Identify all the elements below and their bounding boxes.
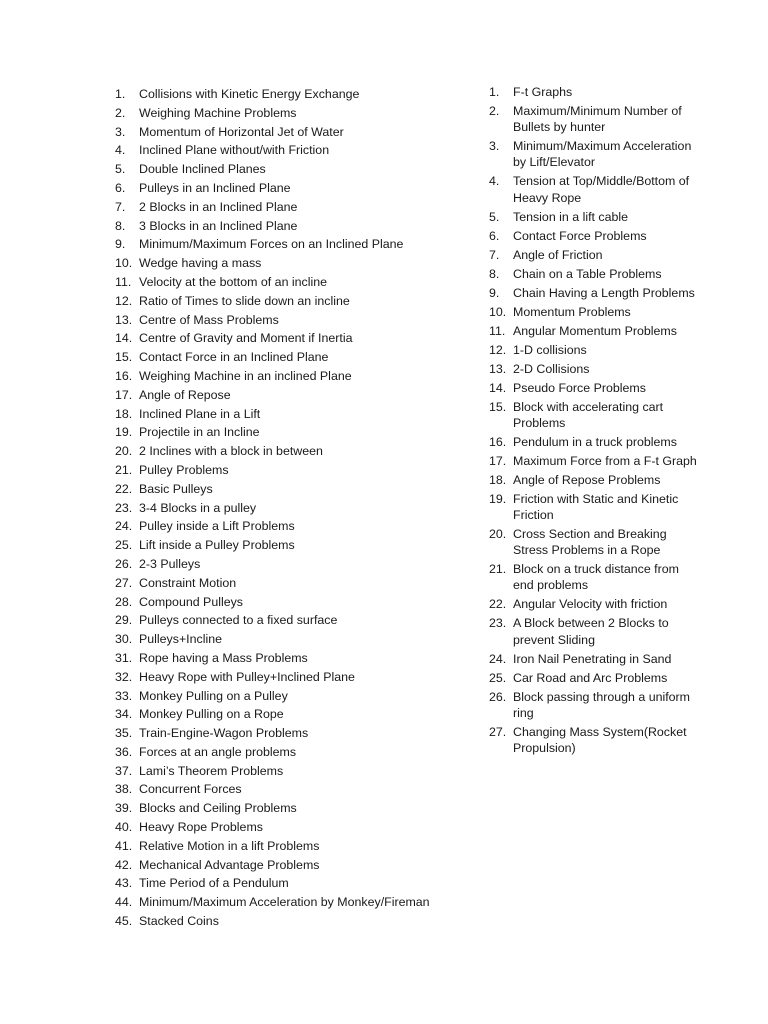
list-item-number: 12. [489, 342, 507, 357]
list-item-number: 27. [489, 724, 507, 739]
list-item [115, 894, 475, 910]
list-item-number: 9. [489, 285, 500, 300]
list-item [489, 285, 699, 301]
list-item-number: 29. [115, 613, 133, 628]
list-item [115, 330, 475, 346]
list-item-number: 11. [489, 323, 506, 338]
list-item-number: 27. [115, 575, 133, 590]
list-item [115, 800, 475, 816]
list-item [115, 688, 475, 704]
list-item-text: Block passing through a uniform ring [513, 689, 691, 720]
list-item-number: 24. [489, 651, 507, 666]
list-item-text: 2-3 Pulleys [139, 556, 201, 571]
list-item [115, 105, 475, 121]
list-item-text: Tension at Top/Middle/Bottom of Heavy Rope [513, 174, 690, 205]
list-item-text: Car Road and Arc Problems [513, 670, 668, 685]
list-item [115, 255, 475, 271]
list-item-number: 36. [115, 744, 133, 759]
list-item-text: Concurrent Forces [139, 782, 242, 797]
list-item-number: 24. [115, 519, 133, 534]
list-item [489, 228, 699, 244]
list-item-number: 20. [489, 527, 507, 542]
list-item-number: 39. [115, 801, 133, 816]
list-item-text: Contact Force Problems [513, 228, 647, 243]
list-item-number: 20. [115, 444, 133, 459]
list-item-text: Angular Momentum Problems [513, 323, 677, 338]
list-item-number: 22. [489, 597, 507, 612]
list-item-text: Double Inclined Planes [139, 162, 266, 177]
list-item [489, 434, 699, 450]
list-item-text: Friction with Static and Kinetic Friction [513, 491, 679, 523]
list-item-text: Projectile in an Incline [139, 425, 260, 440]
list-item-number: 43. [115, 876, 133, 891]
list-item [115, 462, 475, 478]
list-item [115, 575, 475, 591]
list-item-number: 25. [115, 538, 133, 553]
list-item-text: Maximum Force from a F-t Graph [513, 453, 697, 468]
list-item-text: Momentum Problems [513, 304, 631, 319]
list-item-text: 1-D collisions [513, 342, 587, 357]
list-item-number: 23. [115, 500, 133, 515]
list-item-number: 45. [115, 914, 133, 929]
list-item [489, 380, 699, 396]
list-item [115, 312, 475, 328]
list-item-text: Centre of Gravity and Moment if Inertia [139, 331, 353, 346]
list-item [115, 556, 475, 572]
list-item [489, 103, 699, 135]
list-item-text: A Block between 2 Blocks to prevent Sliding [513, 616, 669, 647]
list-item [115, 669, 475, 685]
list-item [115, 406, 475, 422]
list-item-text: 3-4 Blocks in a pulley [139, 500, 257, 515]
list-item [115, 913, 475, 929]
list-item-number: 30. [115, 632, 133, 647]
list-item-text: Angle of Friction [513, 247, 603, 262]
list-item-number: 7. [115, 199, 126, 214]
list-item-text: Wedge having a mass [139, 256, 262, 271]
list-item-text: Monkey Pulling on a Rope [139, 707, 284, 722]
list-item-number: 5. [489, 209, 500, 224]
list-item-number: 37. [115, 763, 133, 778]
list-item [489, 361, 699, 377]
list-item-text: Block on a truck distance from end problems [513, 562, 679, 593]
list-item-text: Relative Motion in a lift Problems [139, 838, 320, 853]
list-item [489, 472, 699, 488]
list-item [489, 670, 699, 686]
list-item [115, 481, 475, 497]
list-item-text: Lami’s Theorem Problems [139, 763, 284, 778]
list-item [489, 615, 699, 647]
list-item [115, 518, 475, 534]
list-item-number: 38. [115, 782, 133, 797]
list-item-number: 17. [489, 453, 507, 468]
list-item [115, 612, 475, 628]
list-item-text: Momentum of Horizontal Jet of Water [139, 124, 344, 139]
list-item [489, 266, 699, 282]
list-item [115, 650, 475, 666]
list-item-text: Centre of Mass Problems [139, 312, 279, 327]
list-item-number: 14. [115, 331, 133, 346]
list-item [115, 500, 475, 516]
list-item-number: 41. [115, 838, 133, 853]
list-item-text: Basic Pulleys [139, 481, 213, 496]
list-item-number: 8. [489, 266, 500, 281]
list-item-text: Inclined Plane without/with Friction [139, 143, 330, 158]
list-item [489, 173, 699, 205]
list-item-number: 1. [115, 87, 126, 101]
list-item-number: 14. [489, 380, 507, 395]
list-item-text: Monkey Pulling on a Pulley [139, 688, 288, 703]
list-item [115, 725, 475, 741]
list-item-number: 28. [115, 594, 133, 609]
list-item-number: 2. [115, 105, 126, 120]
list-item-number: 10. [489, 304, 507, 319]
list-item [115, 161, 475, 177]
list-item [115, 293, 475, 309]
list-item-text: Lift inside a Pulley Problems [139, 538, 295, 553]
list-item [489, 724, 699, 756]
list-item-number: 21. [115, 462, 133, 477]
list-item-number: 23. [489, 616, 507, 631]
list-item-number: 21. [489, 562, 507, 577]
list-item-text: Train-Engine-Wagon Problems [139, 726, 309, 741]
list-item-text: Heavy Rope with Pulley+Inclined Plane [139, 669, 355, 684]
list-item [115, 349, 475, 365]
list-item [115, 781, 475, 797]
list-item-number: 1. [489, 85, 500, 99]
list-item [489, 561, 699, 593]
list-item [489, 491, 699, 523]
list-item-text: Block with accelerating cart Problems [513, 399, 664, 430]
list-item-text: Pulleys in an Inclined Plane [139, 180, 291, 195]
list-item-text: Chain Having a Length Problems [513, 285, 695, 300]
list-item-text: Weighing Machine in an inclined Plane [139, 368, 352, 383]
list-item [115, 857, 475, 873]
list-item-number: 33. [115, 688, 133, 703]
list-item [489, 323, 699, 339]
list-item-text: Tension in a lift cable [513, 209, 629, 224]
list-item-text: Angle of Repose [139, 387, 231, 402]
list-item [489, 596, 699, 612]
list-item-number: 7. [489, 247, 500, 262]
list-item-number: 10. [115, 256, 133, 271]
list-item [489, 209, 699, 225]
list-item [115, 744, 475, 760]
list-item-number: 18. [489, 472, 507, 487]
list-item [115, 763, 475, 779]
list-item [489, 342, 699, 358]
list-item [489, 651, 699, 667]
list-item-number: 18. [115, 406, 133, 421]
list-item-text: Pseudo Force Problems [513, 380, 646, 395]
list-item [115, 875, 475, 891]
topic-list-left [115, 86, 475, 932]
list-item [489, 453, 699, 469]
list-item-text: Collisions with Kinetic Energy Exchange [139, 87, 360, 101]
list-item-number: 11. [115, 274, 132, 289]
list-item-text: Angle of Repose Problems [513, 472, 661, 487]
list-item-text: Forces at an angle problems [139, 744, 297, 759]
topic-list-right [489, 84, 699, 759]
list-item [489, 304, 699, 320]
list-item-text: 2 Inclines with a block in between [139, 444, 323, 459]
list-item-text: Chain on a Table Problems [513, 266, 662, 281]
list-item [115, 218, 475, 234]
list-item [115, 86, 475, 102]
list-item-number: 44. [115, 895, 133, 910]
list-item-text: Time Period of a Pendulum [139, 876, 289, 891]
list-item-text: Pulley inside a Lift Problems [139, 519, 295, 534]
list-item [489, 526, 699, 558]
list-item-number: 16. [115, 368, 133, 383]
list-item [115, 838, 475, 854]
list-item-number: 22. [115, 481, 133, 496]
list-item [115, 631, 475, 647]
list-item-text: Compound Pulleys [139, 594, 244, 609]
list-item [115, 180, 475, 196]
list-item-number: 17. [115, 387, 133, 402]
list-item-number: 6. [489, 228, 500, 243]
list-item-number: 16. [489, 434, 507, 449]
list-item-number: 13. [115, 312, 133, 327]
list-item-number: 5. [115, 162, 126, 177]
list-item-number: 13. [489, 361, 507, 376]
list-item-number: 31. [115, 650, 133, 665]
list-item-text: Pendulum in a truck problems [513, 434, 677, 449]
list-item-number: 4. [115, 143, 126, 158]
list-item-text: Contact Force in an Inclined Plane [139, 350, 329, 365]
list-item [115, 594, 475, 610]
list-item-text: Mechanical Advantage Problems [139, 857, 320, 872]
list-item-text: Minimum/Maximum Acceleration by Monkey/Fireman [139, 895, 430, 910]
list-item-number: 19. [489, 491, 507, 506]
list-item [489, 399, 699, 431]
list-item-text: Inclined Plane in a Lift [139, 406, 261, 421]
list-item-number: 19. [115, 425, 133, 440]
list-item [115, 124, 475, 140]
list-item [115, 443, 475, 459]
list-item [115, 706, 475, 722]
list-item-text: Pulley Problems [139, 462, 229, 477]
list-item-number: 26. [115, 556, 133, 571]
list-item-text: Ratio of Times to slide down an incline [139, 293, 350, 308]
list-item-text: Pulleys+Incline [139, 632, 222, 647]
list-item [115, 142, 475, 158]
list-item-text: Iron Nail Penetrating in Sand [513, 651, 672, 666]
list-item-text: Maximum/Minimum Number of Bullets by hunter [513, 104, 682, 135]
list-item [115, 199, 475, 215]
list-item-number: 35. [115, 726, 133, 741]
list-item-text: Velocity at the bottom of an incline [139, 274, 328, 289]
list-item-text: Changing Mass System(Rocket Propulsion) [513, 724, 687, 756]
list-item-text: Heavy Rope Problems [139, 820, 263, 835]
list-item-text: Stacked Coins [139, 914, 219, 929]
list-item-text: F-t Graphs [513, 85, 573, 99]
list-item-text: Rope having a Mass Problems [139, 650, 308, 665]
list-item-text: Pulleys connected to a fixed surface [139, 613, 338, 628]
list-item-text: 2 Blocks in an Inclined Plane [139, 199, 298, 214]
list-item-text: 3 Blocks in an Inclined Plane [139, 218, 298, 233]
list-item-number: 2. [489, 104, 500, 118]
list-item-number: 8. [115, 218, 126, 233]
list-item [115, 424, 475, 440]
list-item-number: 34. [115, 707, 133, 722]
list-item-text: Constraint Motion [139, 575, 237, 590]
list-item [489, 84, 699, 100]
list-item [115, 819, 475, 835]
list-item [115, 274, 475, 290]
list-item-text: Blocks and Ceiling Problems [139, 801, 297, 816]
list-item-text: Minimum/Maximum Forces on an Inclined Plane [139, 237, 404, 252]
list-item-number: 9. [115, 237, 126, 252]
list-item-text: 2-D Collisions [513, 361, 590, 376]
list-item-number: 42. [115, 857, 133, 872]
list-item-number: 40. [115, 820, 133, 835]
list-item-text: Minimum/Maximum Acceleration by Lift/Elevator [513, 139, 692, 170]
list-item-text: Weighing Machine Problems [139, 105, 297, 120]
list-item-number: 12. [115, 293, 133, 308]
list-item [115, 236, 475, 252]
list-item-number: 15. [489, 399, 507, 414]
list-item-number: 25. [489, 670, 507, 685]
list-item [115, 387, 475, 403]
list-item-number: 6. [115, 180, 126, 195]
list-item-number: 3. [115, 124, 126, 139]
list-item [115, 368, 475, 384]
list-item-text: Angular Velocity with friction [513, 597, 668, 612]
list-item [489, 138, 699, 170]
list-item-number: 26. [489, 689, 507, 704]
list-item-text: Cross Section and Breaking Stress Problems in a Rope [513, 527, 667, 558]
list-item [489, 689, 699, 721]
list-item-number: 15. [115, 350, 133, 365]
list-item-number: 4. [489, 174, 500, 189]
list-item [115, 537, 475, 553]
list-item [489, 247, 699, 263]
list-item-number: 3. [489, 139, 500, 154]
list-item-number: 32. [115, 669, 133, 684]
